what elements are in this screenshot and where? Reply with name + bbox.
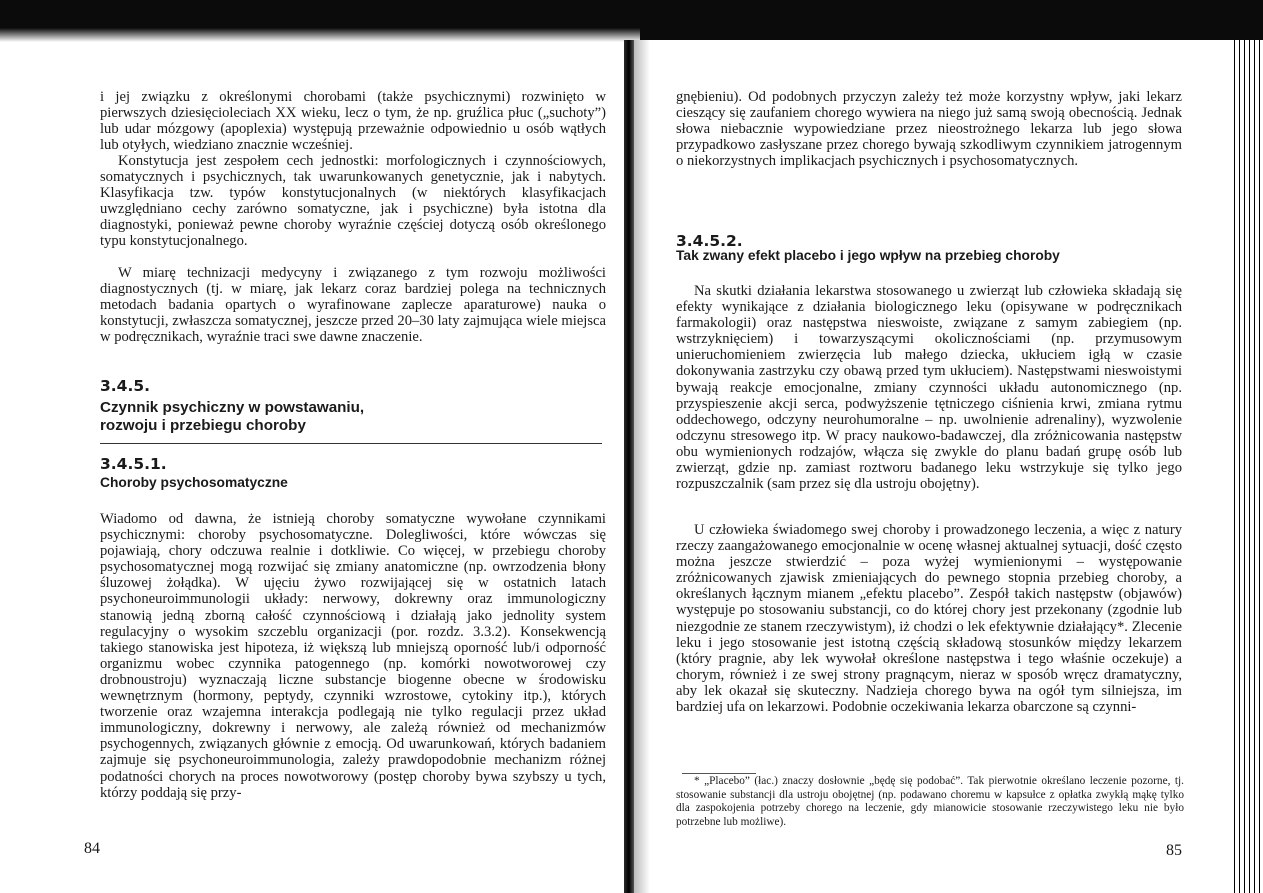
left-paragraph-3: W miarę technizacji medycyny i związanego z tym rozwoju możliwości diagnostycznych (tj. w miarę, jak lekarz coraz bardziej polega na technicznych metodach badania opartych o wyrafinowane zaplecze aparaturowe) nauka o konstytucji, zwłaszcza somatycznej, jeszcze przed 20–30 laty zajmująca wiele miejsca w podręcznikach, wyraźnie traci swe dawne znaczenie. xyxy=(100,265,606,346)
book-spine xyxy=(624,40,634,893)
scan-top-fade xyxy=(0,28,640,42)
left-paragraph-2: Konstytucja jest zespołem cech jednostki: morfologicznych i czynnościowych, somatycznych i psychicznych, tak uwarunkowanych genetycznie, jak i nabytych. Klasyfikacja tzw. typów konstytucjonalnych (w niektórych klasyfikacjach uwzględniano cechy zarówno somatyczne, jak i psychiczne) była istotna dla diagnostyki, ponieważ pewne choroby wyraźnie częściej dotyczą osób określonego typu konstytucjonalnego. xyxy=(100,153,606,250)
section-title-line-2: rozwoju i przebiegu choroby xyxy=(100,417,306,434)
spine-shadow xyxy=(634,40,650,893)
page-number: 84 xyxy=(84,840,100,857)
page-edge-lines xyxy=(1232,40,1263,893)
left-paragraph-4: Wiadomo od dawna, że istnieją choroby somatyczne wywołane czynnikami psychicznymi: choroby psychosomatyczne. Dolegliwości, które wówczas się pojawiają, chory odczuwa realnie i dotkliwie. Co więcej, w przebiegu choroby psychosomatycznej mogą rozwijać się zmiany anatomiczne (np. owrzodzenia błony śluzowej żołądka). W ujęciu żywo rozwijającej się w ostatnich latach psychoneuroimmunologii układy: nerwowy, dokrewny oraz immunologiczny stanowią jedną zborną całość czynnościową i działają jako jednolity system regulacyjny o wysokim szczeblu organizacji (por. rozdz. 3.3.2). Konsekwencją takiego stanowiska jest hipoteza, iż większą lub mniejszą oporność lub/i odporność organizmu wobec czynnika patogennego (np. komórki nowotworowej czy drobnoustroju) wyznaczają liczne substancje biogenne obecne w środowisku wewnętrznym (hormony, peptydy, czynniki wzrostowe, cytokiny itp.), których tworzenie oraz wzajemna interakcja podlegają nie tylko regulacji przez układ immunologiczny, dokrewny i nerwowy, ale zależą również od mechanizmów psychogennych, związanych głównie z emocją. Od uwarunkowań, których badaniem zajmuje się psychoneuroimmunologia, zależy prawdopodobnie mechanizm różnej podatności chorych na proces nowotworowy (postęp choroby bywa szybszy u tych, którzy poddają się przy- xyxy=(100,511,606,801)
subsection-title: Choroby psychosomatyczne xyxy=(100,475,288,490)
left-paragraph-1: i jej związku z określonymi chorobami (także psychicznymi) rozwinięto w pierwszych dziesięcioleciach XX wieku, lecz o tym, że np. gruźlica płuc („suchoty”) lub udar mózgowy (apoplexia) występują przeważnie odpowiednio u osób wątłych lub otyłych, wiedziano znacznie wcześniej. xyxy=(100,89,606,154)
right-paragraph-2: Na skutki działania lekarstwa stosowanego u zwierząt lub człowieka składają się efekty wynikające z działania biologicznego leku (opisywane w podręcznikach farmakologii) oraz następstwa nieswoiste, związane z samym zabiegiem (np. wstrzyknięciem) i towarzyszącymi okolicznościami (np. przymusowym unieruchomieniem zwierzęcia lub małego dziecka, ukłuciem igłą w czasie dokonywania zastrzyku czy obawą przed tym ukłuciem). Następstwami nieswoistymi bywają reakcje emocjonalne, zmiany czynności układu autonomicznego (np. przyspieszenie akcji serca, podwyższenie tętniczego ciśnienia krwi, zmiana rytmu oddechowego, odczyny neurohumoralne – np. uwolnienie adrenaliny), wyzwolenie odczynu stresowego itp. W pracy naukowo-badawczej, dla zróżnicowania następstw obu wymienionych rodzajów, włącza się zwykle do planu badań grupę osób lub zwierząt, gdzie np. zamiast roztworu badanego leku wstrzykuje się tylko jego rozpuszczalnik (sam przez się dla ustroju obojętny). xyxy=(676,283,1182,493)
subsection-number: 3.4.5.1. xyxy=(100,455,167,473)
subsection-number: 3.4.5.2. xyxy=(676,232,743,250)
section-rule xyxy=(100,443,602,444)
page-number: 85 xyxy=(1166,842,1182,859)
footnote: * „Placebo” (łac.) znaczy dosłownie „będę się podobać”. Tak pierwotnie określano leczenie pozorne, tj. stosowanie substancji dla ustroju obojętnej (np. podawano choremu w kapsułce z opłatka zwykłą mąkę tylko dla zaspokojenia potrzeby chorego na leczenie, gdy mianowicie stosowanie rzeczywistego leku nie było potrzebne lub możliwe). xyxy=(676,775,1184,828)
footnote-rule xyxy=(682,773,756,774)
right-paragraph-3: U człowieka świadomego swej choroby i prowadzonego leczenia, a więc z natury rzeczy zaangażowanego emocjonalnie w ocenę własnej aktualnej sytuacji, dość często można jeszcze stwierdzić – poza wyżej wymienionymi – występowanie zróżnicowanych zjawisk zmieniających do pewnego stopnia przebieg choroby, a określanych łącznym mianem „efektu placebo”. Zespół takich następstw (objawów) występuje po stosowaniu substancji, co do której chory jest przekonany (zgodnie lub niezgodnie ze stanem rzeczywistym), iż chodzi o lek efektywnie działający*. Zlecenie leku i jego stosowanie jest istotną częścią składową stosunków między lekarzem (który pragnie, aby lek wywołał określone następstwa i tego właśnie oczekuje) a chorym, również i ze swej strony pragnącym, nieraz w sposób wręcz dramatyczny, aby lek okazał się skuteczny. Nadzieja chorego bywa na ogół tym silniejsza, im bardziej ufa on lekarzowi. Podobnie oczekiwania lekarza obarczone są czynni- xyxy=(676,522,1182,716)
section-title-line-1: Czynnik psychiczny w powstawaniu, xyxy=(100,399,365,416)
section-number: 3.4.5. xyxy=(100,377,151,395)
right-paragraph-1: gnębieniu). Od podobnych przyczyn zależy też może korzystny wpływ, jaki lekarz cieszący się zaufaniem chorego wywiera na niego już samą swoją obecnością. Jednak słowa niebacznie wypowiedziane przez nieostrożnego lekarza lub jego słowa przypadkowo zasłyszane przez chorego bywają szkodliwym czynnikiem jatrogennym o niekorzystnych implikacjach psychicznych i psychosomatycznych. xyxy=(676,89,1182,170)
subsection-title: Tak zwany efekt placebo i jego wpływ na przebieg choroby xyxy=(676,248,1060,263)
